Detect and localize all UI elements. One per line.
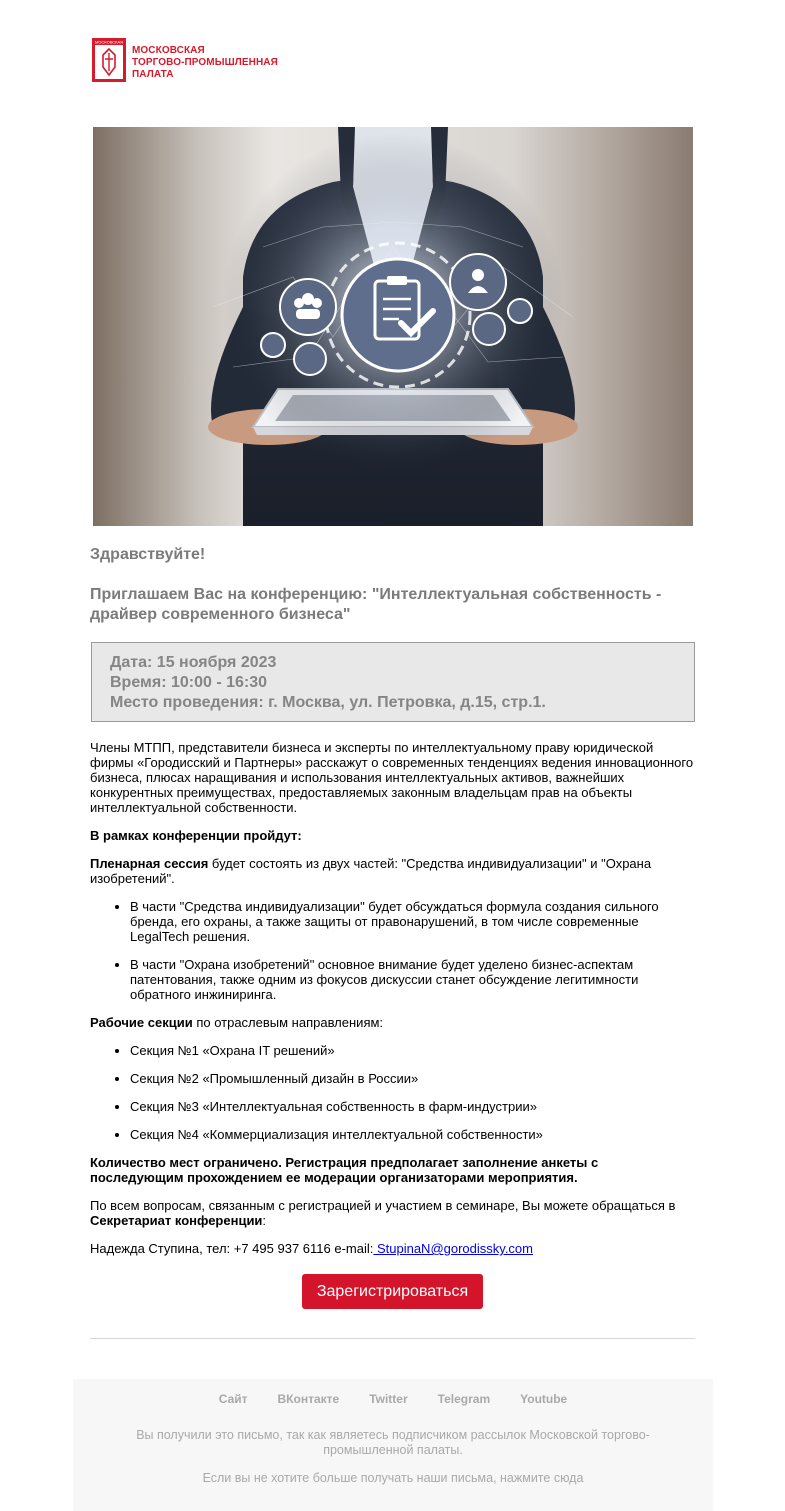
event-details-box bbox=[91, 642, 695, 722]
list-item: • Секция №2 «Промышленный дизайн в России» bbox=[130, 1071, 695, 1086]
subscription-note: Вы получили это письмо, так как являетесь подписчиком рассылок Московской торгово-промышленной палаты. bbox=[136, 1428, 650, 1457]
list-item: • Секция №3 «Интеллектуальная собственность в фарм-индустрии» bbox=[130, 1099, 695, 1114]
footer-link-telegram[interactable]: Telegram bbox=[437, 1392, 491, 1406]
sections-label: Рабочие секции bbox=[90, 1015, 193, 1030]
invitation-heading: Приглашаем Вас на конференцию: "Интеллектуальная собственность - драйвер современного бизнеса" bbox=[90, 586, 662, 623]
secretariat-label: Секретариат конференции bbox=[90, 1213, 263, 1228]
greeting: Здравствуйте! bbox=[90, 546, 206, 563]
unsubscribe-link[interactable]: Если вы не хотите больше получать наши письма, нажмите сюда bbox=[202, 1471, 584, 1485]
footer-link-youtube[interactable]: Youtube bbox=[520, 1392, 568, 1406]
plenary-text: будет состоять из двух частей: "Средства индивидуализации" и "Охрана изобретений". bbox=[90, 856, 652, 886]
email-body bbox=[90, 740, 695, 1269]
plenary-paragraph bbox=[90, 856, 695, 886]
mtpp-emblem-icon bbox=[91, 37, 127, 83]
event-time: Время: 10:00 - 16:30 bbox=[110, 674, 268, 691]
logo-text: МОСКОВСКАЯ ТОРГОВО-ПРОМЫШЛЕННАЯ ПАЛАТА bbox=[132, 45, 278, 80]
event-place: Место проведения: г. Москва, ул. Петровка, д.15, стр.1. bbox=[110, 694, 546, 711]
program-heading: В рамках конференции пройдут: bbox=[90, 828, 302, 843]
limited-seats-notice: Количество мест ограничено. Регистрация предполагает заполнение анкеты с последующим прохождением ее модерации организаторами мероприятия. bbox=[90, 1155, 599, 1185]
svg-text:МОСКОВСКАЯ: МОСКОВСКАЯ bbox=[94, 39, 124, 45]
event-date: Дата: 15 ноября 2023 bbox=[110, 654, 277, 671]
footer-link-vkontakte[interactable]: ВКонтакте bbox=[277, 1392, 340, 1406]
list-item: • Секция №4 «Коммерциализация интеллектуальной собственности» bbox=[130, 1127, 695, 1142]
contact-paragraph bbox=[90, 1241, 695, 1256]
register-button[interactable]: Зарегистрироваться bbox=[302, 1274, 483, 1309]
sections-list bbox=[90, 1043, 695, 1142]
footer-link-twitter[interactable]: Twitter bbox=[369, 1392, 408, 1406]
hero-image bbox=[93, 127, 693, 526]
contact-text: Надежда Ступина, тел: +7 495 937 6116 e-mail: bbox=[90, 1241, 374, 1256]
sections-text: по отраслевым направлениям: bbox=[192, 1015, 384, 1030]
contact-email-link[interactable]: StupinaN@gorodissky.com bbox=[373, 1241, 533, 1256]
mtpp-logo[interactable] bbox=[91, 37, 301, 83]
sections-paragraph bbox=[90, 1015, 695, 1030]
footer-link-site[interactable]: Сайт bbox=[218, 1392, 248, 1406]
plenary-list bbox=[90, 899, 695, 1002]
list-item: • В части "Средства индивидуализации" будет обсуждаться формула создания сильного бренда, его охраны, а также защиты от правонарушений, в том числе современные LegalTech решения. bbox=[130, 899, 695, 944]
list-item: • В части "Охрана изобретений" основное внимание будет уделено бизнес-аспектам патентования, также одним из фокусов дискуссии станет обсуждение легитимности обратного инжиниринга. bbox=[130, 957, 695, 1002]
business-process-illustration bbox=[93, 127, 693, 526]
list-item: • Секция №1 «Охрана IT решений» bbox=[130, 1043, 695, 1058]
divider bbox=[90, 1338, 695, 1339]
questions-paragraph: По всем вопросам, связанным с регистрацией и участием в семинаре, Вы можете обращаться в Секретариат конференции: bbox=[90, 1198, 676, 1228]
footer-links bbox=[73, 1392, 713, 1406]
footer bbox=[73, 1379, 713, 1511]
plenary-label: Пленарная сессия bbox=[90, 856, 209, 871]
intro-paragraph: Члены МТПП, представители бизнеса и эксперты по интеллектуальному праву юридической фирмы «Городисский и Партнеры» расскажут о современных тенденциях ведения инновационного бизнеса, плюсах наращивания и использования интеллектуальных активов, важнейших конкурентных преимуществах, предоставляемых законным владельцам прав на объекты интеллектуальной собственности. bbox=[90, 740, 694, 815]
